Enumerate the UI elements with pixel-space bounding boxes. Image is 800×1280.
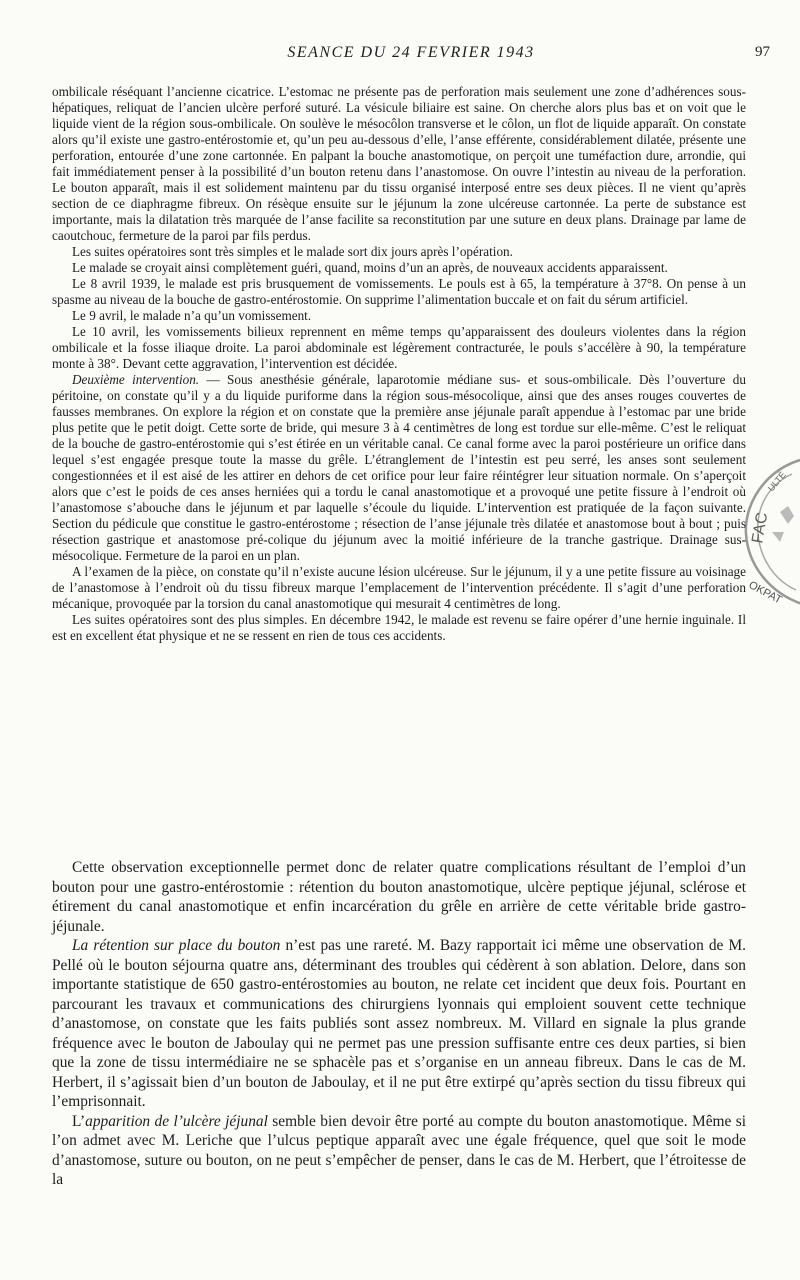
paragraph-prefix: L’ [72,1112,86,1130]
library-stamp [722,452,800,612]
stamp-text-side: FAC [749,511,772,545]
section-label: Deuxième intervention. [72,372,200,387]
section-label: La rétention sur place du bouton [72,937,281,954]
stamp-text-top: ULTÉ [765,469,788,494]
paragraph: Le 9 avril, le malade n’a qu’un vomissement. [72,308,312,323]
paragraph: Le 10 avril, les vomissements bilieux reprennent en même temps qu’apparaissent des douleurs violentes dans la région ombilicale et la fosse iliaque droite. La paroi abdominale est légèrement contracturée, le pouls s’accélère à 90, la température monte à 38°. Devant cette aggravation, l’intervention est décidée. [52,324,746,371]
paragraph-text: semble bien devoir être porté au compte du bouton anastomotique. Même si l’on admet avec M. Leriche que l’ulcus peptique apparaît avec une égale fréquence, quel que soit le mode d’anastomose, suture ou bouton, on ne peut s’empêcher de penser, dans le cas de M. Herbert, que l’étroitesse de la [52,1112,746,1188]
paragraph: Les suites opératoires sont très simples et le malade sort dix jours après l’opération. [72,244,513,259]
paragraph: A l’examen de la pièce, on constate qu’il n’existe aucune lésion ulcéreuse. Sur le jéjunum, il y a une petite fissure au voisinage de l’anastomose à l’endroit où du tissu fibreux marque l’emplacement de l’intervention précédente. Il s’agit d’une perforation mécanique, provoquée par la torsion du canal anastomotique qui mesurait 4 centimètres de long. [52,564,746,611]
running-title: SEANCE DU 24 FEVRIER 1943 [287,44,535,61]
paragraph: Cette observation exceptionnelle permet donc de relater quatre complications résultant de l’emploi d’un bouton pour une gastro-entérostomie : rétention du bouton anastomotique, ulcère peptique jéjunal, sclérose et étirement du canal anastomotique et enfin incarcération du grêle en arrière de cette véritable bride gastro-jéjunale. [52,859,746,935]
running-header [52,44,770,68]
paragraph [52,1112,746,1190]
paragraph-text: n’est pas une rareté. M. Bazy rapportait ici même une observation de M. Pellé où le bouton séjourna quatre ans, déterminant des troubles qui cédèrent à son ablation. Delore, dans son importante statistique de 650 gastro-entérostomies au bouton, ne relate cet incident que deux fois. Pourtant en parcourant les travaux et communications des chirurgiens lyonnais qui emploient souvent cette technique d’anastomose, on constate que les faits publiés sont assez nombreux. M. Villard en signale la plus grande fréquence avec le bouton de Jaboulay qui ne permet pas une pression suffisante entre ces deux parties, si bien que la zone de tissu intermédiaire ne se sphacèle pas et s’organise en un anneau fibreux. Dans le cas de M. Herbert, il s’agissait bien d’un bouton de Jaboulay, et il ne put être extirpé qu’après section du tissu fibreux qui l’emprisonnait. [52,937,746,1110]
paragraph: Les suites opératoires sont des plus simples. En décembre 1942, le malade est revenu se faire opérer d’une hernie inguinale. Il est en excellent état physique et ne se ressent en rien de tous ces accidents. [52,612,746,643]
paragraph [52,936,746,1112]
paragraph-text: — Sous anesthésie générale, laparotomie médiane sus- et sous-ombilicale. Dès l’ouverture du péritoine, on constate qu’il y a du liquide puriforme dans la région sous-mésocolique, ainsi que des anses rouges couvertes de fausses membranes. On explore la région et on constate que la première anse jéjunale paraît appendue à l’estomac par une bride plus petite que le petit doigt. Cette sorte de bride, qui mesure 3 à 4 centimètres de long est tordue sur elle-même. C’est le reliquat de la bouche de gastro-entérostomie qui s’est étirée en un véritable canal. Ce canal forme avec la paroi postérieure un orifice dans lequel s’est engagée presque toute la masse du grêle. L’étranglement de l’intestin est peu serré, les anses sont seulement congestionnées et il est aisé de les attirer en dehors de cet orifice pour leur faire réintégrer leur situation normale. On s’aperçoit alors que c’est le poids de ces anses herniées qui a tordu le canal anastomotique et a provoqué une petite fissure à l’endroit où l’anastomose s’abouche dans le jéjunum et par laquelle s’écoule du liquide. L’intervention est pratiquée de la façon suivante. Section du pédicule que constitue le gastro-entérostome ; résection de l’anse jéjunale très dilatée et anastomose bout à bout ; puis résection gastrique et anastomose pré-colique du jéjunum avec la moitié inférieure de la tranche gastrique. Drainage sus-mésocolique. Fermeture de la paroi en un plan. [52,372,746,563]
paragraph: ombilicale réséquant l’ancienne cicatrice. L’estomac ne présente pas de perforation mais seulement une zone d’adhérences sous-hépatiques, reliquat de l’ancien ulcère perforé suturé. La vésicule biliaire est saine. On cherche alors plus bas et on voit que le liquide vient de la région sous-ombilicale. On soulève le mésocôlon transverse et le côlon, un flot de liquide apparaît. On constate alors qu’il existe une gastro-entérostomie et, qu’un peu au-dessous d’elle, l’anse efférente, considérablement dilatée, présente une perforation, entourée d’une zone cartonnée. En palpant la bouche anastomotique, on perçoit une tuméfaction dure, arrondie, qui fait immédiatement penser à la possibilité d’un bouton retenu dans l’anastomose. On ouvre l’intestin au niveau de la perforation. Le bouton apparaît, mais il est solidement maintenu par du tissu organisé interposé entre ses deux pièces. Il ne vient qu’après section de ce diaphragme fibreux. On résèque ensuite sur le jéjunum la zone ulcéreuse cartonnée. La perte de substance est importante, mais la dilatation très marquée de l’anse facilite sa reconstitution par une suture en deux plans. Drainage par lame de caoutchouc, fermeture de la paroi par fils perdus. [52,84,746,243]
stamp-text-bottom: ΟΚΡΑΤ [746,579,784,607]
paragraph: Le malade se croyait ainsi complètement guéri, quand, moins d’un an après, de nouveaux accidents apparaissent. [72,260,668,275]
discussion-body [52,858,746,1190]
paragraph: Le 8 avril 1939, le malade est pris brusquement de vomissements. Le pouls est à 65, la température à 37°8. On pense à un spasme au niveau de la bouche de gastro-entérostomie. On supprime l’alimentation buccale et on fait du sérum artificiel. [52,276,746,307]
paragraph [52,372,746,564]
section-label: apparition de l’ulcère jéjunal [85,1112,268,1130]
case-report-body [52,84,746,644]
page-number: 97 [755,44,770,60]
